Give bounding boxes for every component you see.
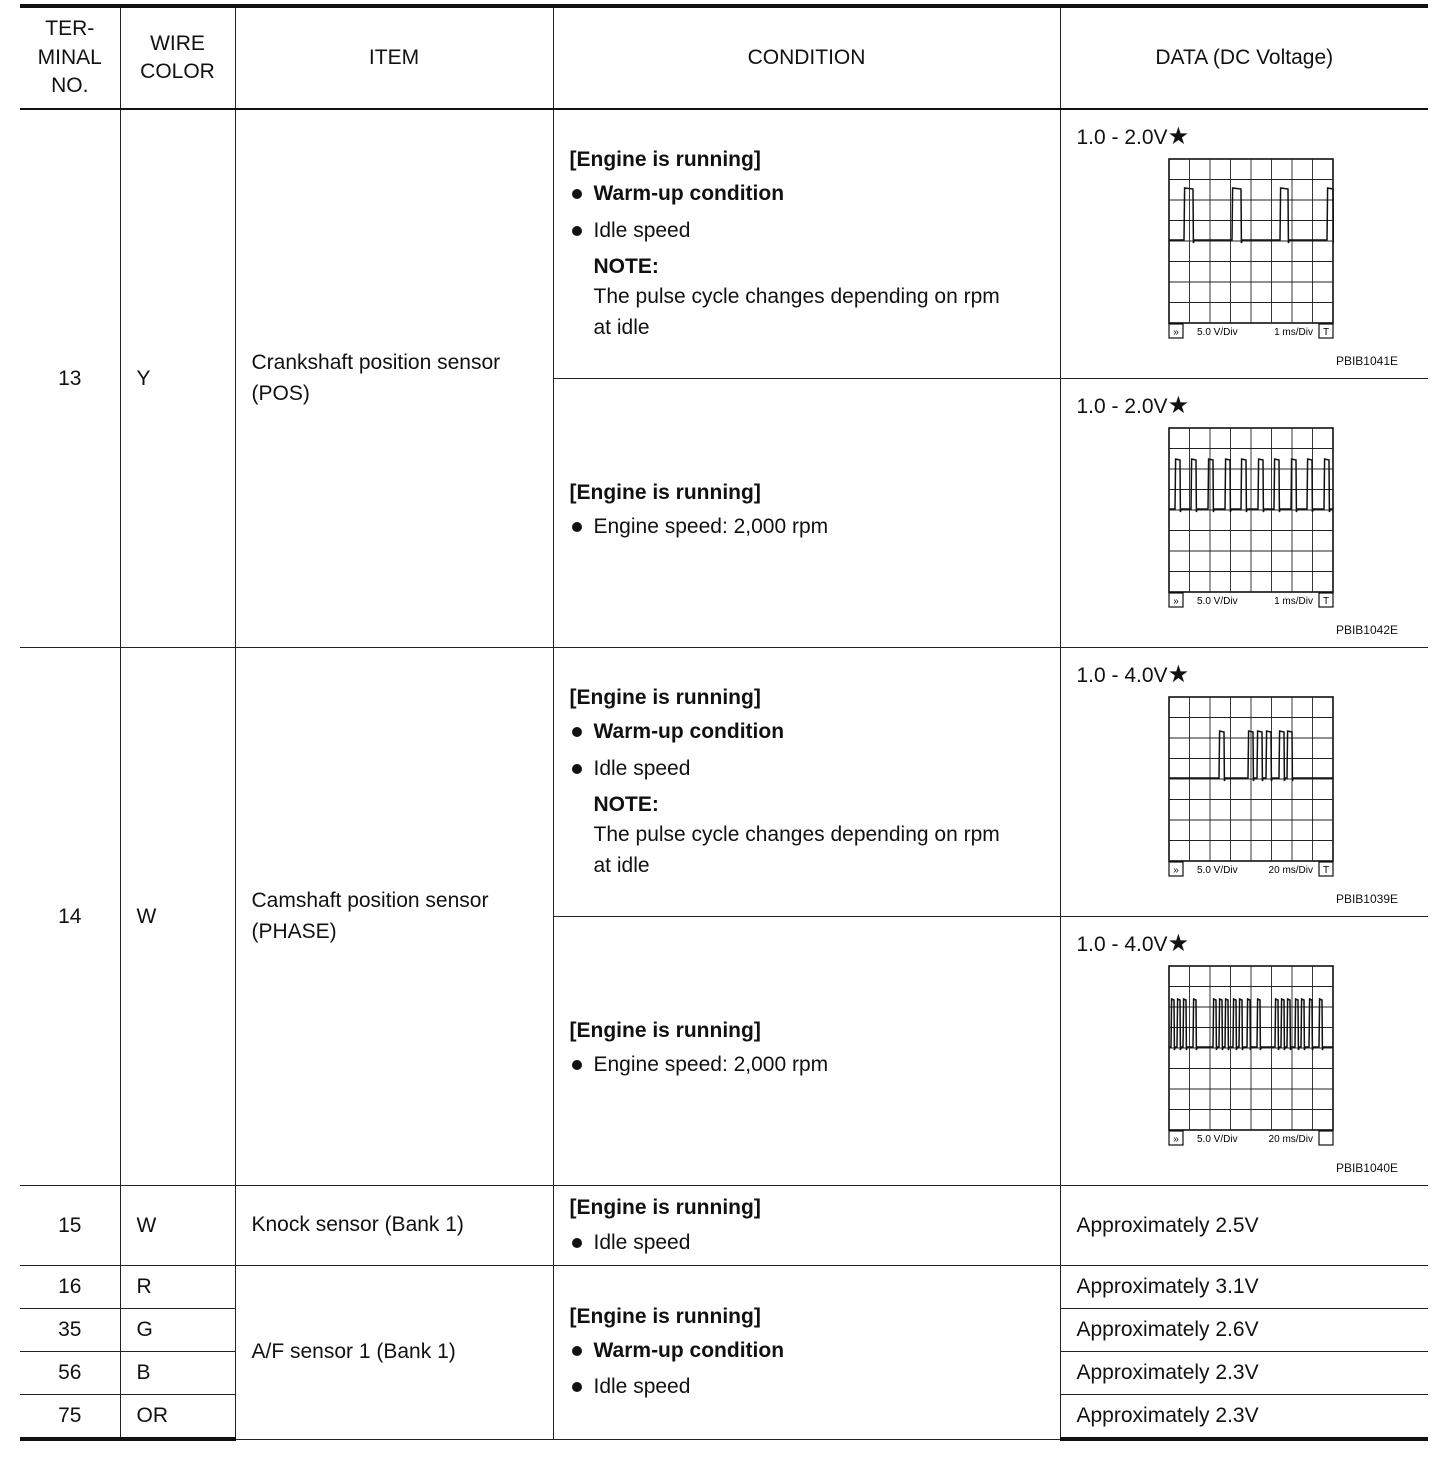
- scope-volt-scale: 5.0 V/Div: [1196, 1134, 1238, 1145]
- star-icon: ★: [1167, 930, 1190, 957]
- figure-code: PBIB1042E: [1335, 623, 1398, 637]
- condition-heading: [Engine is running]: [569, 685, 761, 709]
- oscilloscope-waveform: [1168, 696, 1334, 878]
- data-13-rpm: [1060, 379, 1428, 648]
- data-15: Approximately 2.5V: [1060, 1186, 1428, 1266]
- item-14: Camshaft position sensor (PHASE): [235, 648, 553, 1186]
- condition-bullet: Idle speed: [570, 216, 1048, 246]
- terminal-16: 16: [20, 1266, 120, 1309]
- data-13-idle: [1060, 109, 1428, 379]
- data-14-rpm: [1060, 917, 1428, 1186]
- table-row-16: [20, 1266, 1428, 1309]
- figure-code: PBIB1039E: [1335, 892, 1398, 906]
- header-item: ITEM: [235, 6, 553, 109]
- condition-bullet: Warm-up condition: [570, 717, 1048, 747]
- condition-bullet: Warm-up condition: [570, 1336, 1048, 1366]
- wire-35: G: [120, 1309, 235, 1352]
- condition-heading: [Engine is running]: [569, 480, 761, 504]
- header-wire-color: WIRE COLOR: [120, 6, 235, 109]
- figure-code: PBIB1041E: [1335, 354, 1398, 368]
- star-icon: ★: [1167, 392, 1190, 419]
- terminal-56: 56: [20, 1352, 120, 1395]
- trigger-label: T: [1322, 596, 1329, 607]
- terminal-spec-table: [20, 4, 1428, 1441]
- table-row-14-idle: [20, 648, 1428, 917]
- scope-time-scale: 1 ms/Div: [1273, 596, 1313, 607]
- scope-volt-scale: 5.0 V/Div: [1196, 865, 1238, 876]
- header-terminal-no: TER- MINAL NO.: [20, 6, 120, 109]
- scope-time-scale: 20 ms/Div: [1268, 1134, 1313, 1145]
- figure-code: PBIB1040E: [1335, 1161, 1398, 1175]
- terminal-35: 35: [20, 1309, 120, 1352]
- data-75: Approximately 2.3V: [1060, 1395, 1428, 1440]
- terminal-15: 15: [20, 1186, 120, 1266]
- condition-heading: [Engine is running]: [569, 1196, 761, 1220]
- forward-icon: »: [1172, 865, 1179, 876]
- condition-14-idle: [553, 648, 1060, 917]
- wire-13: Y: [120, 109, 235, 648]
- trigger-label: T: [1322, 327, 1329, 338]
- data-56: Approximately 2.3V: [1060, 1352, 1428, 1395]
- condition-13-rpm: [553, 379, 1060, 648]
- star-icon: ★: [1167, 123, 1190, 150]
- condition-heading: [Engine is running]: [569, 1018, 761, 1042]
- note-label: NOTE:: [593, 793, 659, 816]
- note-text: The pulse cycle changes depending on rpm at idle: [593, 285, 1000, 339]
- voltage-range: 1.0 - 2.0V★: [1076, 123, 1190, 150]
- wire-56: B: [120, 1352, 235, 1395]
- header-row: [20, 6, 1428, 109]
- condition-bullet: Idle speed: [570, 1372, 1048, 1402]
- condition-af-sensor: [553, 1266, 1060, 1440]
- oscilloscope-waveform: [1168, 427, 1334, 609]
- note-text: The pulse cycle changes depending on rpm at idle: [593, 823, 1000, 877]
- condition-14-rpm: [553, 917, 1060, 1186]
- terminal-13: 13: [20, 109, 120, 648]
- wire-15: W: [120, 1186, 235, 1266]
- wire-16: R: [120, 1266, 235, 1309]
- condition-bullet: Engine speed: 2,000 rpm: [570, 512, 1048, 542]
- data-14-idle: [1060, 648, 1428, 917]
- condition-bullet: Engine speed: 2,000 rpm: [570, 1050, 1048, 1080]
- scope-time-scale: 1 ms/Div: [1273, 327, 1313, 338]
- condition-13-idle: [553, 109, 1060, 379]
- forward-icon: »: [1172, 327, 1179, 338]
- header-data: DATA (DC Voltage): [1060, 6, 1428, 109]
- oscilloscope-waveform: [1168, 158, 1334, 340]
- condition-15: [553, 1186, 1060, 1266]
- item-13: Crankshaft position sensor (POS): [235, 109, 553, 648]
- terminal-14: 14: [20, 648, 120, 1186]
- condition-heading: [Engine is running]: [569, 1304, 761, 1328]
- condition-heading: [Engine is running]: [569, 147, 761, 171]
- condition-bullet: Idle speed: [570, 1228, 1048, 1258]
- voltage-range: 1.0 - 4.0V★: [1076, 930, 1190, 957]
- scope-volt-scale: 5.0 V/Div: [1196, 596, 1238, 607]
- data-16: Approximately 3.1V: [1060, 1266, 1428, 1309]
- voltage-range: 1.0 - 2.0V★: [1076, 392, 1190, 419]
- table-row-13-idle: [20, 109, 1428, 379]
- forward-icon: »: [1172, 596, 1179, 607]
- wire-75: OR: [120, 1395, 235, 1440]
- scope-volt-scale: 5.0 V/Div: [1196, 327, 1238, 338]
- star-icon: ★: [1167, 661, 1190, 688]
- condition-bullet: Idle speed: [570, 754, 1048, 784]
- data-35: Approximately 2.6V: [1060, 1309, 1428, 1352]
- note-label: NOTE:: [593, 255, 659, 278]
- trigger-label: T: [1322, 865, 1329, 876]
- scope-time-scale: 20 ms/Div: [1268, 865, 1313, 876]
- forward-icon: »: [1172, 1134, 1179, 1145]
- terminal-75: 75: [20, 1395, 120, 1440]
- item-af-sensor: A/F sensor 1 (Bank 1): [235, 1266, 553, 1440]
- condition-bullet: Warm-up condition: [570, 179, 1048, 209]
- wire-14: W: [120, 648, 235, 1186]
- voltage-range: 1.0 - 4.0V★: [1076, 661, 1190, 688]
- oscilloscope-waveform: [1168, 965, 1334, 1147]
- trigger-box: [1319, 1131, 1333, 1145]
- header-condition: CONDITION: [553, 6, 1060, 109]
- item-15: Knock sensor (Bank 1): [235, 1186, 553, 1266]
- table-row-15: [20, 1186, 1428, 1266]
